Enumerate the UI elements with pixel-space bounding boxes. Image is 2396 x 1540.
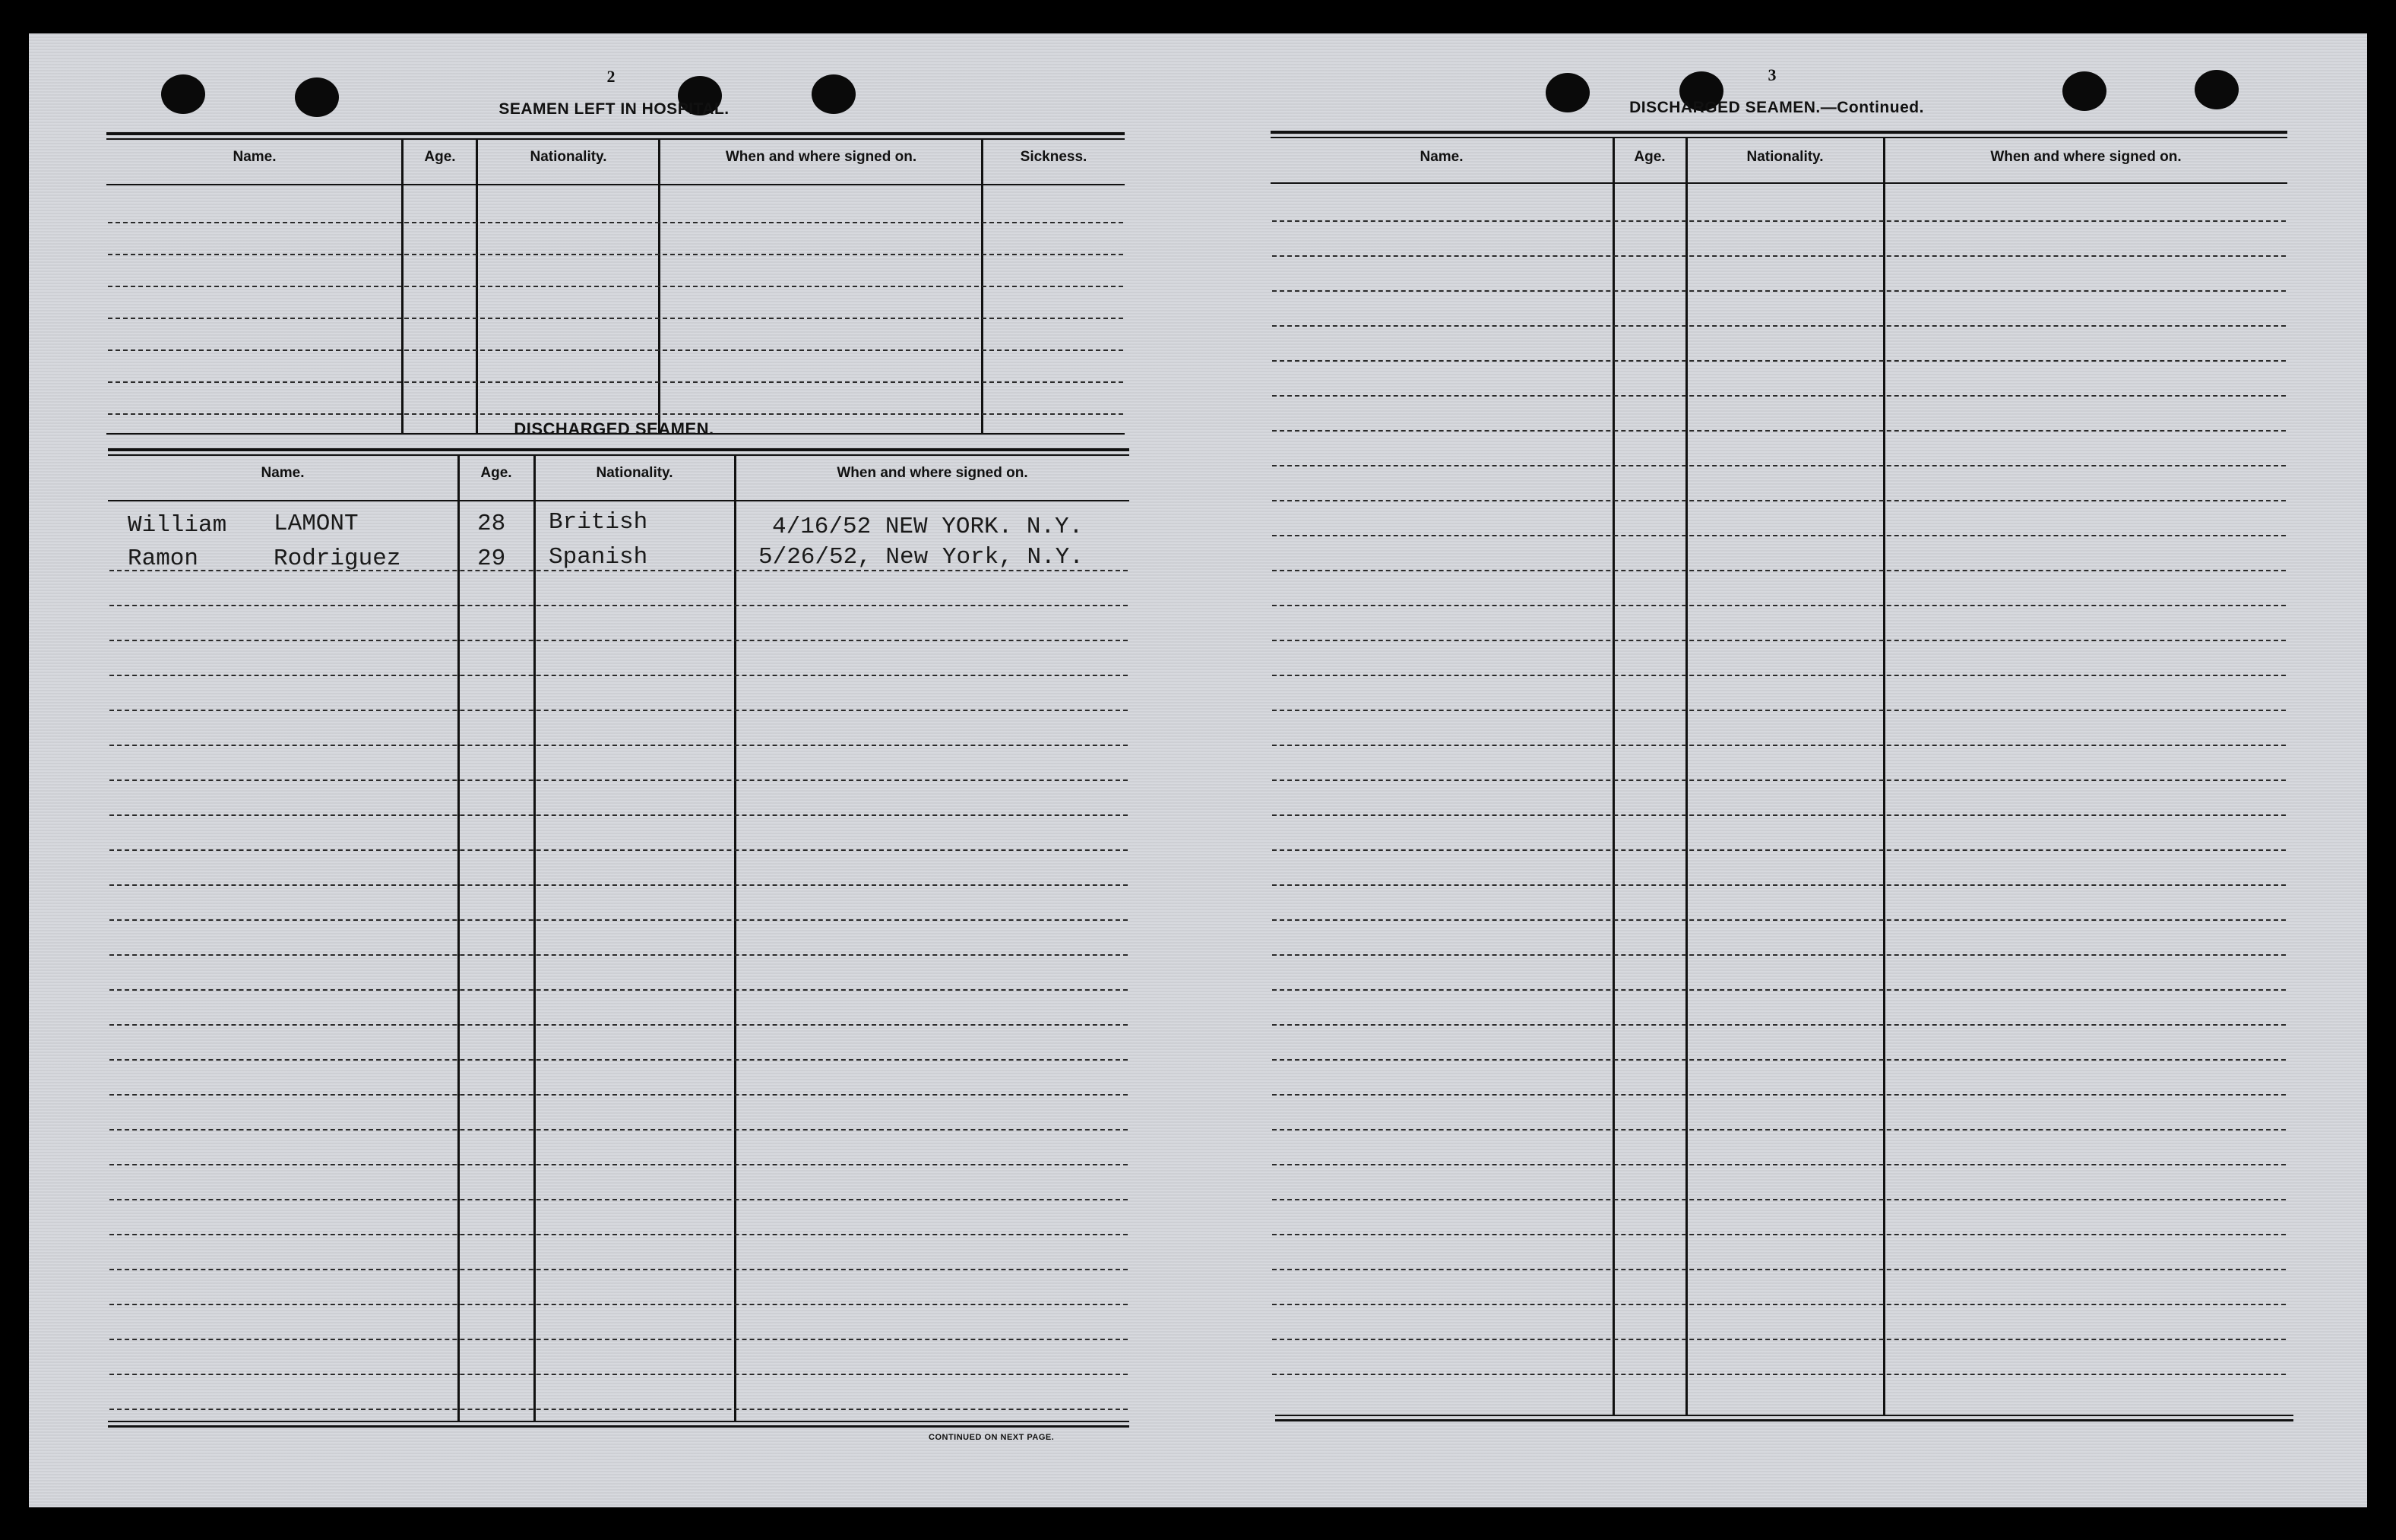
ruled-line bbox=[1272, 989, 2286, 991]
column-header: Nationality. bbox=[596, 465, 673, 481]
column-header: When and where signed on. bbox=[725, 149, 917, 165]
column-header: When and where signed on. bbox=[837, 465, 1028, 481]
discharged-section-title: DISCHARGED SEAMEN. bbox=[514, 419, 714, 438]
ruled-line bbox=[1272, 1129, 2286, 1130]
seaman-age: 28 bbox=[477, 511, 506, 537]
seaman-age: 29 bbox=[477, 545, 506, 572]
ruled-line bbox=[1272, 570, 2286, 571]
ruled-line bbox=[1272, 1339, 2286, 1340]
continued-footer: CONTINUED ON NEXT PAGE. bbox=[929, 1433, 1055, 1442]
ruled-line bbox=[1272, 849, 2286, 851]
ruled-line bbox=[1272, 430, 2286, 432]
ruled-line bbox=[1272, 465, 2286, 466]
document-sheet bbox=[29, 33, 2367, 1507]
ruled-line bbox=[1272, 779, 2286, 781]
ruled-line bbox=[1272, 255, 2286, 257]
ruled-line bbox=[1272, 1199, 2286, 1200]
ruled-line bbox=[1272, 814, 2286, 816]
ruled-line bbox=[1272, 290, 2286, 292]
ruled-line bbox=[1272, 1024, 2286, 1026]
ruled-line bbox=[1272, 395, 2286, 397]
column-header: Nationality. bbox=[1746, 149, 1824, 165]
ruled-line bbox=[1272, 360, 2286, 362]
ruled-line bbox=[1272, 500, 2286, 501]
seaman-first-name: Ramon bbox=[128, 545, 199, 572]
seaman-first-name: William bbox=[128, 512, 227, 539]
ruled-line bbox=[1272, 954, 2286, 956]
column-header: Name. bbox=[233, 149, 277, 165]
ruled-line bbox=[1272, 325, 2286, 327]
ruled-line bbox=[1272, 640, 2286, 641]
seaman-last-name: LAMONT bbox=[274, 511, 359, 537]
page-number: 3 bbox=[1768, 65, 1777, 84]
column-header: Sickness. bbox=[1020, 149, 1087, 165]
hospital-section-title: SEAMEN LEFT IN HOSPITAL. bbox=[499, 100, 730, 118]
column-header: When and where signed on. bbox=[1990, 149, 2182, 165]
ruled-line bbox=[1272, 745, 2286, 746]
ruled-line bbox=[1272, 1234, 2286, 1235]
seaman-nationality: British bbox=[549, 509, 648, 536]
column-header: Name. bbox=[261, 465, 305, 481]
ruled-line bbox=[1272, 675, 2286, 676]
seaman-signed-on: 5/26/52, New York, N.Y. bbox=[758, 544, 1084, 571]
ruled-line bbox=[1272, 884, 2286, 886]
ruled-line bbox=[1272, 1059, 2286, 1061]
column-header: Age. bbox=[1634, 149, 1666, 165]
ruled-line bbox=[1272, 535, 2286, 536]
ruled-line bbox=[1272, 605, 2286, 606]
ruled-line bbox=[1272, 1374, 2286, 1375]
page-number: 2 bbox=[606, 67, 616, 86]
seaman-last-name: Rodriguez bbox=[274, 545, 401, 572]
discharged-continued-title: DISCHARGED SEAMEN.—Continued. bbox=[1629, 99, 1924, 116]
ruled-line bbox=[1272, 220, 2286, 222]
right-page bbox=[29, 33, 2367, 1507]
ruled-line bbox=[1272, 1164, 2286, 1165]
ruled-line bbox=[1272, 919, 2286, 921]
column-header: Name. bbox=[1420, 149, 1464, 165]
ruled-line bbox=[1272, 710, 2286, 711]
seaman-signed-on: 4/16/52 NEW YORK. N.Y. bbox=[772, 514, 1084, 540]
ruled-line bbox=[1272, 1269, 2286, 1270]
column-header: Nationality. bbox=[530, 149, 607, 165]
ruled-line bbox=[1272, 1094, 2286, 1096]
seaman-nationality: Spanish bbox=[549, 544, 648, 571]
column-header: Age. bbox=[424, 149, 456, 165]
ruled-line bbox=[1272, 1304, 2286, 1305]
column-header: Age. bbox=[480, 465, 512, 481]
